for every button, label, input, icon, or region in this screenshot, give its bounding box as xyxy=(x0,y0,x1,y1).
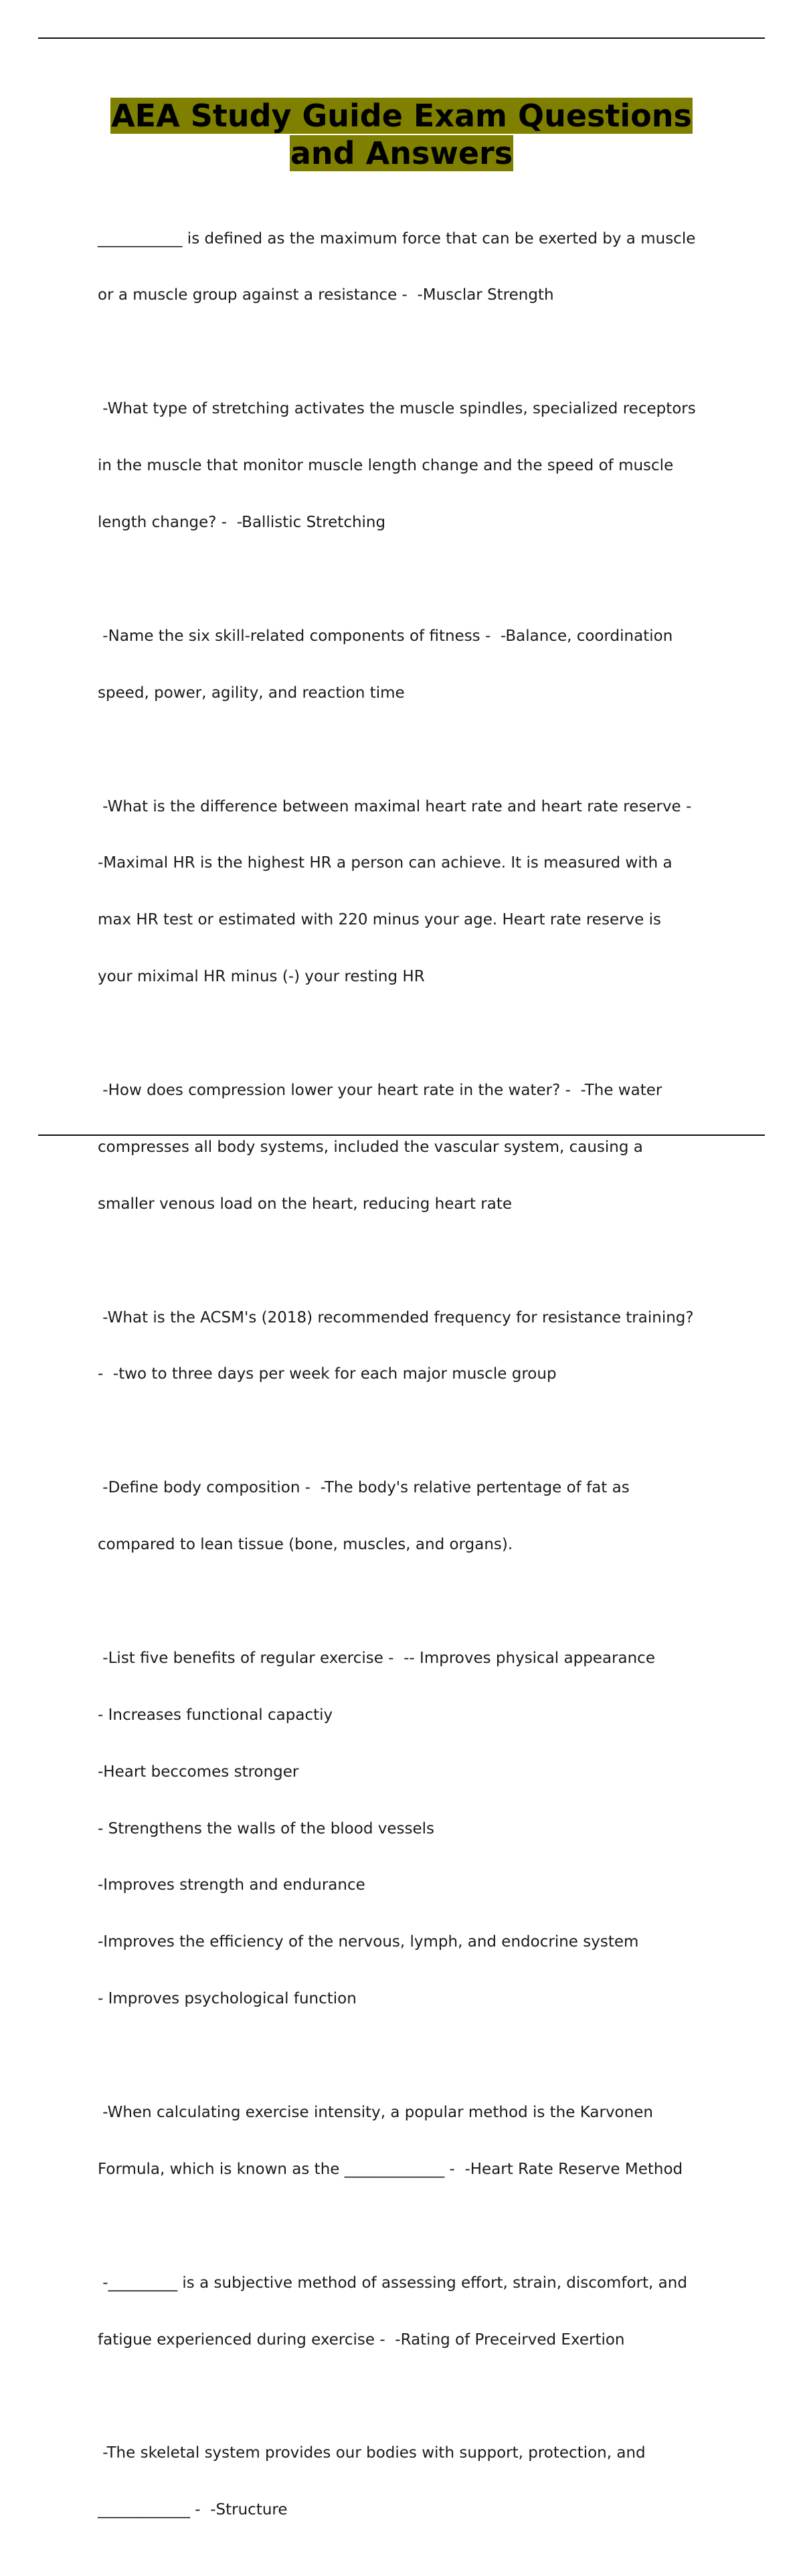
qa-line: -_________ is a subjective method of assessing effort, strain, discomfort, and xyxy=(98,2274,687,2292)
qa-line: compresses all body systems, included the vascular system, causing a xyxy=(98,1138,643,1156)
qa-item-1 xyxy=(98,191,740,342)
qa-line: Formula, which is known as the _____________ - -Heart Rate Reserve Method xyxy=(98,2160,683,2178)
qa-line: -What type of stretching activates the muscle spindles, specialized receptors xyxy=(98,400,696,418)
qa-item-6 xyxy=(98,1270,740,1421)
title-line-2: and Answers xyxy=(290,135,513,171)
qa-line: - Improves psychological function xyxy=(98,1990,357,2008)
top-rule xyxy=(38,37,765,39)
qa-item-8 xyxy=(98,1611,740,2046)
qa-line: compared to lean tissue (bone, muscles, and organs). xyxy=(98,1536,513,1554)
qa-line: max HR test or estimated with 220 minus your age. Heart rate reserve is xyxy=(98,911,661,929)
qa-line: -Heart beccomes stronger xyxy=(98,1763,299,1781)
qa-line: length change? - -Ballistic Stretching xyxy=(98,514,386,532)
qa-item-11 xyxy=(98,2406,740,2557)
qa-line: -Define body composition - -The body's relative pertentage of fat as xyxy=(98,1479,630,1497)
qa-line: or a muscle group against a resistance - -Musclar Strength xyxy=(98,286,554,304)
qa-line: -The skeletal system provides our bodies with support, protection, and xyxy=(98,2444,646,2462)
qa-line: -What is the ACSM's (2018) recommended frequency for resistance training? xyxy=(98,1308,694,1326)
qa-list xyxy=(98,191,740,2576)
qa-line: ____________ - -Structure xyxy=(98,2501,288,2519)
qa-line: -When calculating exercise intensity, a popular method is the Karvonen xyxy=(98,2103,653,2121)
qa-line: -Improves strength and endurance xyxy=(98,1876,365,1894)
qa-line: -How does compression lower your heart rate in the water? - -The water xyxy=(98,1081,662,1099)
qa-line: -What is the difference between maximal heart rate and heart rate reserve - xyxy=(98,797,692,815)
title-line-1: AEA Study Guide Exam Questions xyxy=(111,98,692,134)
qa-line: speed, power, agility, and reaction time xyxy=(98,684,405,702)
qa-item-9 xyxy=(98,2065,740,2216)
qa-item-5 xyxy=(98,1043,740,1251)
qa-item-3 xyxy=(98,589,740,740)
qa-line: - Strengthens the walls of the blood vessels xyxy=(98,1819,434,1838)
qa-line: your miximal HR minus (-) your resting HR xyxy=(98,968,425,986)
qa-item-2 xyxy=(98,362,740,570)
qa-line: - -two to three days per week for each major muscle group xyxy=(98,1365,557,1383)
qa-line: fatigue experienced during exercise - -Rating of Preceirved Exertion xyxy=(98,2331,625,2349)
qa-line: smaller venous load on the heart, reducing heart rate xyxy=(98,1195,512,1213)
qa-line: ___________ is defined as the maximum force that can be exerted by a muscle xyxy=(98,229,696,247)
qa-line: -List five benefits of regular exercise - -- Improves physical appearance xyxy=(98,1649,655,1667)
qa-item-10 xyxy=(98,2236,740,2387)
qa-line: -Maximal HR is the highest HR a person can achieve. It is measured with a xyxy=(98,854,673,872)
document-title xyxy=(0,97,803,172)
qa-line: - Increases functional capactiy xyxy=(98,1706,333,1724)
bottom-rule xyxy=(38,1134,765,1136)
qa-line: in the muscle that monitor muscle length change and the speed of muscle xyxy=(98,457,674,475)
qa-line: -Name the six skill-related components of fitness - -Balance, coordination xyxy=(98,627,673,645)
qa-line: -Improves the efficiency of the nervous, lymph, and endocrine system xyxy=(98,1933,639,1951)
qa-item-4 xyxy=(98,759,740,1024)
qa-item-7 xyxy=(98,1441,740,1592)
